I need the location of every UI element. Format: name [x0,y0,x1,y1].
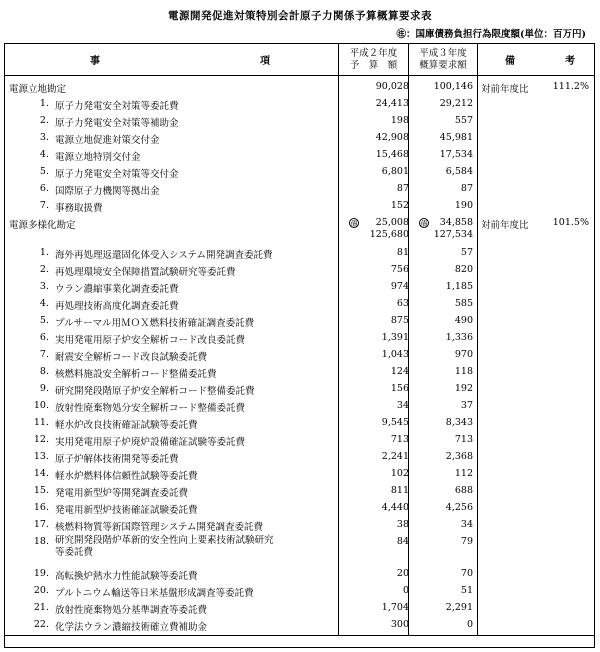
item-number: 9. [39,383,49,394]
section-fy2: 125,680 [369,229,409,240]
table-header [5,44,594,76]
item-fy3: 2,291 [445,602,473,613]
item-label: 研究開発段階原子炉安全解析コード整備委託費 [55,386,255,397]
item-fy3: 1,185 [445,281,473,292]
table-row [5,431,594,448]
table-row [5,329,594,346]
item-number: 6. [39,183,49,194]
item-number: 2. [39,115,49,126]
item-fy3: 112 [454,468,473,479]
item-label: 原子炉解体技術開発等委託費 [55,454,179,465]
item-fy2: 875 [390,315,409,326]
section-fy2-debt: 25,008 [375,217,409,228]
item-number: 7. [39,200,49,211]
item-fy2: 4,440 [381,502,409,513]
item-label: 国際原子力機関等拠出金 [55,186,160,197]
item-fy3: 970 [454,349,473,360]
item-fy2: 81 [396,247,409,258]
budget-table [4,43,595,648]
item-label: 実用発電用原子炉廃炉設備確証試験等委託費 [55,437,246,448]
item-label: 事務取扱費 [55,203,103,214]
item-number: 3. [39,281,49,292]
table-row [5,129,594,146]
table-row [5,414,594,431]
item-fy2: 38 [396,519,409,530]
table-row [5,312,594,329]
item-number: 3. [39,132,49,143]
item-number: 21. [33,602,49,613]
item-number: 1. [39,247,49,258]
table-row [5,180,594,197]
item-number: 14. [33,468,49,479]
item-fy2: 1,043 [381,349,409,360]
item-number: 22. [33,619,49,630]
table-row [5,95,594,112]
item-label: 原子力発電安全対策等交付金 [55,169,179,180]
item-number: 15. [33,485,49,496]
table-row [5,197,594,214]
section-remark-value: 101.5% [552,217,589,228]
item-label: 軽水炉燃料体信頼性試験等委託費 [55,471,198,482]
item-number: 8. [39,366,49,377]
item-fy2: 34 [396,400,409,411]
item-fy3: 4,256 [445,502,473,513]
debt-mark-icon: 債 [420,220,428,228]
item-label: 再処理技術高度化調査委託費 [55,301,179,312]
item-fy3: 79 [460,536,473,547]
item-fy2: 20 [396,568,409,579]
header-fy3-line2: 概算要求額 [419,60,467,71]
section-fy2: 90,028 [375,81,409,92]
item-label-line1: 研究開発段階炉革新的安全性向上要素技術試験研究 [55,535,274,546]
item-fy2: 24,413 [375,98,409,109]
item-label: 放射性廃棄物処分基準調査等委託費 [55,605,208,616]
item-number: 2. [39,264,49,275]
item-label: 化学法ウラン濃縮技術確立費補助金 [55,622,208,633]
table-row [5,295,594,312]
item-label: 電源立地特別交付金 [55,152,141,163]
item-fy2: 42,908 [375,132,409,143]
table-row [5,397,594,414]
item-fy3: 192 [454,383,473,394]
table-row [5,278,594,295]
item-label [55,535,274,559]
item-fy2: 1,391 [381,332,409,343]
table-row [5,565,594,582]
table-row [5,448,594,465]
item-fy3: 70 [460,568,473,579]
item-fy2: 2,241 [381,451,409,462]
item-number: 5. [39,166,49,177]
item-label: 核燃料施設安全解析コード整備委託費 [55,369,217,380]
item-number: 19. [33,568,49,579]
debt-mark-icon: 債 [350,220,358,228]
item-label: ウラン濃縮事業化調査委託費 [55,284,179,295]
section-remark-value: 111.2% [552,81,589,92]
unit-note: ㊟：国庫債務負担行為限度額(単位：百万円) [396,29,586,40]
item-fy2: 156 [390,383,409,394]
item-label: 発電用新型炉技術確証試験委託費 [55,505,198,516]
item-label: 再処理環境安全保障措置試験研究等委託費 [55,267,236,278]
item-fy3: 17,534 [439,149,473,160]
item-fy3: 190 [454,200,473,211]
item-fy3: 8,343 [445,417,473,428]
item-fy2: 102 [390,468,409,479]
item-number: 20. [33,585,49,596]
item-label: 核燃料物質等新国際管理システム開発調査委託費 [55,522,264,533]
item-label: 発電用新型炉等開発調査委託費 [55,488,189,499]
item-fy2: 713 [390,434,409,445]
table-row [5,533,594,563]
item-fy3: 557 [454,115,473,126]
table-row [5,616,594,633]
section-remark-label: 対前年度比 [481,220,529,231]
item-fy3: 688 [454,485,473,496]
item-number: 16. [33,502,49,513]
item-fy3: 37 [460,400,473,411]
item-number: 5. [39,315,49,326]
item-fy3: 490 [454,315,473,326]
item-number: 4. [39,298,49,309]
item-fy3: 57 [460,247,473,258]
item-fy3: 87 [460,183,473,194]
item-number: 1. [39,98,49,109]
item-fy3: 118 [454,366,473,377]
item-fy3: 0 [466,619,473,630]
item-fy3: 34 [460,519,473,530]
item-fy2: 152 [390,200,409,211]
item-number: 10. [33,400,49,411]
item-fy2: 6,801 [381,166,409,177]
table-row [5,163,594,180]
item-fy3: 1,336 [445,332,473,343]
item-fy2: 87 [396,183,409,194]
item-label: 軽水炉改良技術確証試験等委託費 [55,420,198,431]
table-row [5,516,594,533]
item-fy3: 6,584 [445,166,473,177]
item-fy3: 51 [460,585,473,596]
section-fy3-debt: 34,858 [439,217,473,228]
item-number: 11. [33,417,49,428]
item-label: プルサーマル用ＭＯＸ燃料技術確証調査委託費 [55,318,255,329]
item-number: 18. [33,536,49,547]
item-label: 放射性廃棄物処分安全解析コード整備委託費 [55,403,246,414]
item-fy2: 756 [390,264,409,275]
item-fy2: 300 [390,619,409,630]
item-fy2: 84 [396,536,409,547]
item-fy2: 811 [390,485,409,496]
item-fy2: 9,545 [381,417,409,428]
table-row [5,112,594,129]
item-label: 耐震安全解析コード改良試験委託費 [55,352,208,363]
item-fy3: 2,368 [445,451,473,462]
item-fy3: 29,212 [439,98,473,109]
table-bottom-rule [5,635,594,636]
section-name: 電源立地勘定 [9,84,67,95]
table-row [5,380,594,397]
table-row [5,363,594,380]
item-number: 7. [39,349,49,360]
item-label: 高転換炉熱水力性能試験等委託費 [55,571,198,582]
table-row [5,499,594,516]
section-fy3: 127,534 [433,229,473,240]
section-fy3: 100,146 [433,81,473,92]
section-row [5,214,594,244]
item-fy2: 1,704 [381,602,409,613]
item-fy2: 15,468 [375,149,409,160]
table-row [5,482,594,499]
item-fy2: 124 [390,366,409,377]
header-fy3-line1: 平成３年度 [419,47,467,59]
item-number: 12. [33,434,49,445]
section-name: 電源多様化勘定 [9,220,76,231]
item-label: 電源立地促進対策交付金 [55,135,160,146]
item-number: 17. [33,519,49,530]
section-remark-label: 対前年度比 [481,84,529,95]
item-label-line2: 等委託費 [55,547,94,558]
item-label: 原子力発電安全対策等補助金 [55,118,179,129]
item-label: プルトニウム輸送等日米基盤形成調査等委託費 [55,588,254,599]
header-item-a: 事 [90,56,100,67]
item-number: 6. [39,332,49,343]
table-row [5,582,594,599]
header-remarks-b: 考 [565,56,575,67]
table-row [5,146,594,163]
header-remarks-a: 備 [505,56,515,67]
item-fy3: 45,981 [439,132,473,143]
header-fy2 [339,46,408,74]
item-fy3: 713 [454,434,473,445]
table-row [5,244,594,261]
header-fy2-line2: 予 算 額 [349,60,398,71]
document-title: 電源開発促進対策特別会計原子力関係予算概算要求表 [168,10,432,22]
item-label: 海外再処理返還固化体受入システム開発調査委託費 [55,250,273,261]
item-label: 実用発電用原子炉安全解析コード改良委託費 [55,335,246,346]
item-fy2: 0 [402,585,409,596]
header-fy2-line1: 平成２年度 [349,47,398,59]
item-fy3: 585 [454,298,473,309]
item-fy2: 974 [390,281,409,292]
section-row [5,78,594,95]
item-fy2: 63 [396,298,409,309]
header-fy3 [409,46,477,74]
table-row [5,465,594,482]
table-row [5,261,594,278]
item-fy2: 198 [390,115,409,126]
item-number: 13. [33,451,49,462]
item-label: 原子力発電安全対策等委託費 [55,101,179,112]
item-fy3: 820 [454,264,473,275]
table-row [5,599,594,616]
header-item-b: 項 [260,56,270,67]
table-row [5,346,594,363]
item-number: 4. [39,149,49,160]
